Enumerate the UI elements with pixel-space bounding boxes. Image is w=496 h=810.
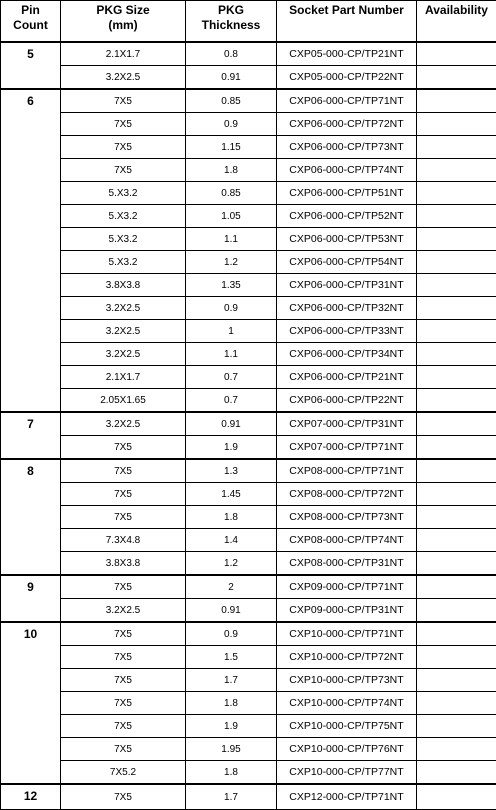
table-row <box>1 297 496 320</box>
socket-part-number-cell: CXP07-000-CP/TP71NT <box>277 436 417 460</box>
table-row <box>1 182 496 205</box>
socket-part-number-cell: CXP10-000-CP/TP73NT <box>277 669 417 692</box>
pkg-size-cell: 3.2X2.5 <box>61 66 186 90</box>
pkg-size-cell: 3.2X2.5 <box>61 343 186 366</box>
pkg-thickness-cell: 0.7 <box>186 389 277 413</box>
pkg-size-cell: 7X5 <box>61 715 186 738</box>
availability-cell <box>417 692 496 715</box>
pin-count-cell: 12 <box>1 784 61 810</box>
table-row <box>1 274 496 297</box>
pin-count-cell: 9 <box>1 575 61 622</box>
socket-part-number-cell: CXP10-000-CP/TP74NT <box>277 692 417 715</box>
socket-part-number-cell: CXP10-000-CP/TP71NT <box>277 622 417 646</box>
table-row <box>1 761 496 785</box>
socket-part-number-cell: CXP08-000-CP/TP73NT <box>277 506 417 529</box>
socket-part-number-cell: CXP08-000-CP/TP71NT <box>277 459 417 483</box>
pkg-thickness-cell: 1.8 <box>186 692 277 715</box>
availability-cell <box>417 159 496 182</box>
pkg-size-cell: 5.X3.2 <box>61 228 186 251</box>
table-row <box>1 228 496 251</box>
pkg-thickness-cell: 1.8 <box>186 506 277 529</box>
table-row <box>1 113 496 136</box>
pkg-thickness-cell: 1.9 <box>186 715 277 738</box>
socket-part-number-cell: CXP06-000-CP/TP73NT <box>277 136 417 159</box>
table-row <box>1 251 496 274</box>
socket-part-number-cell: CXP06-000-CP/TP32NT <box>277 297 417 320</box>
pkg-thickness-cell: 1.2 <box>186 552 277 576</box>
header-socket-part-number-label: Socket Part Number <box>277 3 416 18</box>
pkg-thickness-cell: 0.9 <box>186 622 277 646</box>
table-row <box>1 784 496 810</box>
table-row <box>1 575 496 599</box>
table-row <box>1 622 496 646</box>
pkg-thickness-cell: 0.91 <box>186 599 277 623</box>
pkg-size-cell: 7X5.2 <box>61 761 186 785</box>
pin-count-cell: 7 <box>1 412 61 459</box>
pin-count-cell: 8 <box>1 459 61 575</box>
availability-cell <box>417 366 496 389</box>
socket-part-number-cell: CXP06-000-CP/TP21NT <box>277 366 417 389</box>
availability-cell <box>417 622 496 646</box>
table-row <box>1 669 496 692</box>
availability-cell <box>417 738 496 761</box>
pkg-size-cell: 5.X3.2 <box>61 205 186 228</box>
socket-part-number-cell: CXP06-000-CP/TP51NT <box>277 182 417 205</box>
pkg-size-cell: 7X5 <box>61 622 186 646</box>
pkg-size-cell: 7X5 <box>61 646 186 669</box>
socket-part-number-cell: CXP06-000-CP/TP53NT <box>277 228 417 251</box>
table-row <box>1 692 496 715</box>
availability-cell <box>417 251 496 274</box>
availability-cell <box>417 599 496 623</box>
table-row <box>1 66 496 90</box>
availability-cell <box>417 552 496 576</box>
socket-part-number-cell: CXP06-000-CP/TP74NT <box>277 159 417 182</box>
pkg-thickness-cell: 1.1 <box>186 228 277 251</box>
header-availability <box>417 1 496 43</box>
availability-cell <box>417 669 496 692</box>
pin-count-cell: 6 <box>1 89 61 412</box>
table-row <box>1 552 496 576</box>
pkg-thickness-cell: 1 <box>186 320 277 343</box>
availability-cell <box>417 506 496 529</box>
socket-part-number-cell: CXP08-000-CP/TP31NT <box>277 552 417 576</box>
pkg-thickness-cell: 1.1 <box>186 343 277 366</box>
table-row <box>1 459 496 483</box>
pkg-size-cell: 3.2X2.5 <box>61 412 186 436</box>
availability-cell <box>417 483 496 506</box>
header-pkg-size <box>61 1 186 43</box>
table-row <box>1 506 496 529</box>
table-row <box>1 343 496 366</box>
socket-part-number-cell: CXP06-000-CP/TP31NT <box>277 274 417 297</box>
pkg-thickness-cell: 1.8 <box>186 761 277 785</box>
pkg-thickness-cell: 0.7 <box>186 366 277 389</box>
availability-cell <box>417 784 496 810</box>
pkg-thickness-cell: 1.15 <box>186 136 277 159</box>
socket-part-number-cell: CXP06-000-CP/TP54NT <box>277 251 417 274</box>
pkg-thickness-cell: 1.5 <box>186 646 277 669</box>
table-header <box>1 1 496 43</box>
header-pin-count <box>1 1 61 43</box>
header-row <box>1 1 496 43</box>
availability-cell <box>417 66 496 90</box>
table-row <box>1 366 496 389</box>
pkg-thickness-cell: 0.9 <box>186 297 277 320</box>
pkg-thickness-cell: 1.8 <box>186 159 277 182</box>
socket-part-number-cell: CXP06-000-CP/TP72NT <box>277 113 417 136</box>
pkg-size-cell: 7X5 <box>61 575 186 599</box>
pkg-thickness-cell: 0.91 <box>186 66 277 90</box>
table-row <box>1 529 496 552</box>
pkg-thickness-cell: 0.85 <box>186 182 277 205</box>
socket-part-number-cell: CXP06-000-CP/TP71NT <box>277 89 417 113</box>
pkg-size-cell: 7X5 <box>61 89 186 113</box>
pkg-size-cell: 7X5 <box>61 692 186 715</box>
table-row <box>1 599 496 623</box>
socket-part-number-cell: CXP08-000-CP/TP72NT <box>277 483 417 506</box>
header-pin-count-line-2: Count <box>1 18 60 33</box>
pkg-size-cell: 3.2X2.5 <box>61 320 186 343</box>
pkg-size-cell: 3.8X3.8 <box>61 274 186 297</box>
availability-cell <box>417 42 496 66</box>
socket-part-number-cell: CXP06-000-CP/TP52NT <box>277 205 417 228</box>
pkg-size-cell: 7X5 <box>61 784 186 810</box>
socket-part-number-cell: CXP06-000-CP/TP33NT <box>277 320 417 343</box>
table-row <box>1 483 496 506</box>
availability-cell <box>417 715 496 738</box>
pkg-size-cell: 3.2X2.5 <box>61 297 186 320</box>
pkg-size-cell: 7X5 <box>61 113 186 136</box>
table-row <box>1 646 496 669</box>
header-pkg-thickness-line-2: Thickness <box>186 18 276 33</box>
pin-count-cell: 10 <box>1 622 61 784</box>
socket-part-number-cell: CXP05-000-CP/TP22NT <box>277 66 417 90</box>
socket-part-number-cell: CXP10-000-CP/TP77NT <box>277 761 417 785</box>
table-row <box>1 89 496 113</box>
availability-cell <box>417 113 496 136</box>
header-pkg-size-line-2: (mm) <box>61 18 185 33</box>
pkg-size-cell: 7X5 <box>61 506 186 529</box>
pkg-thickness-cell: 1.3 <box>186 459 277 483</box>
pkg-thickness-cell: 1.4 <box>186 529 277 552</box>
pkg-size-cell: 5.X3.2 <box>61 182 186 205</box>
table-row <box>1 738 496 761</box>
pkg-size-cell: 7X5 <box>61 738 186 761</box>
socket-part-number-cell: CXP09-000-CP/TP31NT <box>277 599 417 623</box>
table-row <box>1 715 496 738</box>
availability-cell <box>417 575 496 599</box>
pkg-size-cell: 7X5 <box>61 159 186 182</box>
pkg-size-cell: 2.1X1.7 <box>61 42 186 66</box>
header-pkg-thickness <box>186 1 277 43</box>
socket-part-number-cell: CXP10-000-CP/TP76NT <box>277 738 417 761</box>
availability-cell <box>417 182 496 205</box>
availability-cell <box>417 459 496 483</box>
pkg-thickness-cell: 0.8 <box>186 42 277 66</box>
socket-part-number-cell: CXP05-000-CP/TP21NT <box>277 42 417 66</box>
availability-cell <box>417 436 496 460</box>
pkg-thickness-cell: 1.2 <box>186 251 277 274</box>
pkg-size-cell: 7X5 <box>61 669 186 692</box>
pkg-thickness-cell: 0.85 <box>186 89 277 113</box>
header-pkg-size-line-1: PKG Size <box>61 3 185 18</box>
table-body <box>1 42 496 810</box>
socket-part-number-cell: CXP12-000-CP/TP71NT <box>277 784 417 810</box>
socket-part-number-cell: CXP07-000-CP/TP31NT <box>277 412 417 436</box>
pkg-thickness-cell: 1.9 <box>186 436 277 460</box>
table-row <box>1 42 496 66</box>
pkg-size-cell: 2.1X1.7 <box>61 366 186 389</box>
pin-count-cell: 5 <box>1 42 61 89</box>
table-row <box>1 159 496 182</box>
socket-part-number-cell: CXP10-000-CP/TP75NT <box>277 715 417 738</box>
availability-cell <box>417 646 496 669</box>
pkg-thickness-cell: 1.05 <box>186 205 277 228</box>
availability-cell <box>417 412 496 436</box>
table-row <box>1 136 496 159</box>
availability-cell <box>417 205 496 228</box>
pkg-size-cell: 3.2X2.5 <box>61 599 186 623</box>
pkg-thickness-cell: 1.35 <box>186 274 277 297</box>
pkg-thickness-cell: 0.91 <box>186 412 277 436</box>
availability-cell <box>417 529 496 552</box>
pkg-thickness-cell: 1.45 <box>186 483 277 506</box>
availability-cell <box>417 343 496 366</box>
table-row <box>1 205 496 228</box>
header-socket-part-number <box>277 1 417 43</box>
pkg-thickness-cell: 0.9 <box>186 113 277 136</box>
pkg-thickness-cell: 1.95 <box>186 738 277 761</box>
pkg-size-cell: 7X5 <box>61 483 186 506</box>
socket-part-number-cell: CXP06-000-CP/TP22NT <box>277 389 417 413</box>
socket-part-number-cell: CXP06-000-CP/TP34NT <box>277 343 417 366</box>
pkg-size-cell: 5.X3.2 <box>61 251 186 274</box>
pkg-size-cell: 7X5 <box>61 459 186 483</box>
socket-part-number-cell: CXP09-000-CP/TP71NT <box>277 575 417 599</box>
pkg-size-cell: 7X5 <box>61 436 186 460</box>
socket-part-number-cell: CXP10-000-CP/TP72NT <box>277 646 417 669</box>
pkg-size-cell: 3.8X3.8 <box>61 552 186 576</box>
pkg-size-cell: 2.05X1.65 <box>61 389 186 413</box>
availability-cell <box>417 761 496 785</box>
availability-cell <box>417 389 496 413</box>
header-pkg-thickness-line-1: PKG <box>186 3 276 18</box>
pkg-thickness-cell: 1.7 <box>186 669 277 692</box>
availability-cell <box>417 136 496 159</box>
header-availability-label: Availability <box>417 3 496 18</box>
table-row <box>1 320 496 343</box>
pkg-size-cell: 7.3X4.8 <box>61 529 186 552</box>
table-row <box>1 412 496 436</box>
availability-cell <box>417 320 496 343</box>
pkg-size-cell: 7X5 <box>61 136 186 159</box>
availability-cell <box>417 228 496 251</box>
pkg-thickness-cell: 2 <box>186 575 277 599</box>
availability-cell <box>417 274 496 297</box>
socket-part-number-cell: CXP08-000-CP/TP74NT <box>277 529 417 552</box>
table-row <box>1 436 496 460</box>
header-pin-count-line-1: Pin <box>1 3 60 18</box>
availability-cell <box>417 297 496 320</box>
availability-cell <box>417 89 496 113</box>
table-row <box>1 389 496 413</box>
pkg-thickness-cell: 1.7 <box>186 784 277 810</box>
